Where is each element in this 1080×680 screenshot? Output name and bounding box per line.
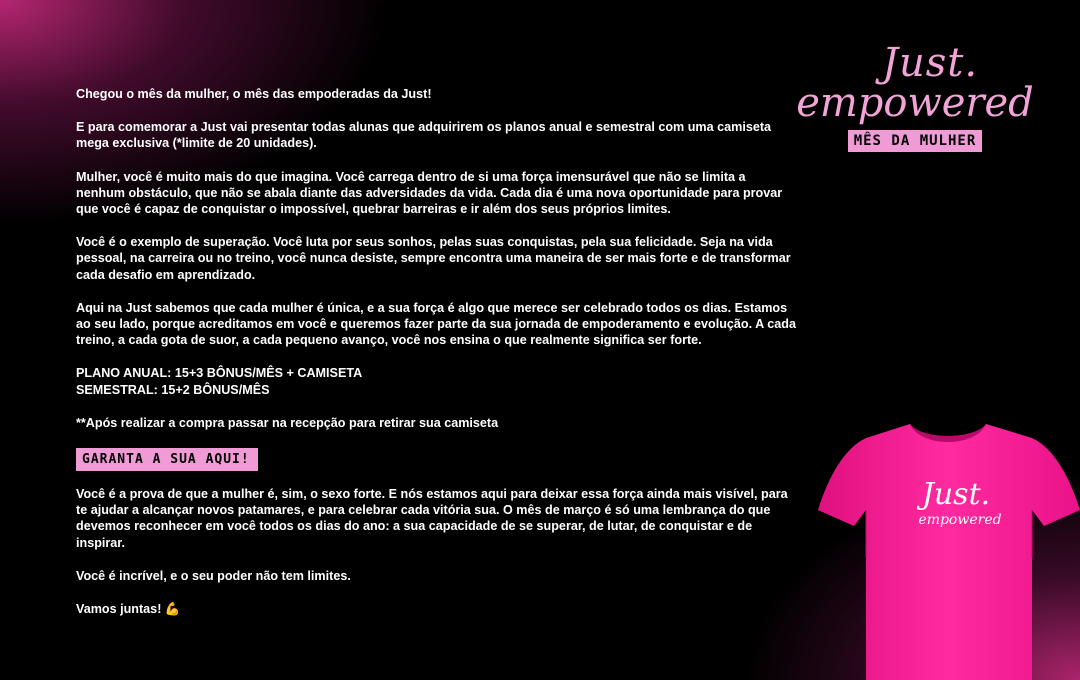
main-text-block	[76, 86, 796, 634]
lets-go-text: Vamos juntas!	[76, 602, 162, 617]
closing-paragraph: Você é a prova de que a mulher é, sim, o sexo forte. E nós estamos aqui para deixar essa força ainda mais visível, para te ajudar a alcançar novos patamares, e para celebrar cada vitória sua. O mês de março é só uma lembrança do que devemos reconhecer em você todos os dias do ano: a sua capacidade de se superar, de lutar, de conquistar e de inspirar.	[76, 487, 788, 550]
motivation-paragraph: Mulher, você é muito mais do que imagina. Você carrega dentro de si uma força imensurável que não se limita a nenhum obstáculo, que não se abala diante das adversidades da vida. Cada dia é uma nova oportunidade para provar que você é capaz de conquistar o impossível, quebrar barreiras e ir além dos seus próprios limites.	[76, 169, 783, 217]
lets-go-line	[76, 601, 796, 617]
logo-just-text: Just.	[881, 40, 979, 86]
plan-annual: PLANO ANUAL: 15+3 BÔNUS/MÊS + CAMISETA	[76, 366, 363, 381]
just-empowered-logo	[790, 42, 1040, 152]
logo-empowered-text: empowered	[796, 80, 1034, 126]
overcoming-paragraph: Você é o exemplo de superação. Você luta por seus sonhos, pelas suas conquistas, pela sua felicidade. Seja na vida pessoal, na carreira ou no treino, você nunca desiste, sempre encontra uma maneira de ser mais forte e de transformar cada desafio em aprendizado.	[76, 235, 791, 282]
shirt-print-just: Just.	[921, 477, 991, 512]
guarantee-cta-button[interactable]: GARANTA A SUA AQUI!	[76, 448, 258, 471]
promo-paragraph: E para comemorar a Just vai presentar todas alunas que adquirirem os planos anual e semestral com uma camiseta mega exclusiva (*limite de 20 unidades).	[76, 120, 772, 151]
just-paragraph: Aqui na Just sabemos que cada mulher é única, e a sua força é algo que merece ser celebrado todos os dias. Estamos ao seu lado, porque acreditamos em você e queremos fazer parte da sua jornada de empoderamento e evolução. A cada treino, a cada gota de suor, a cada pequeno avanço, você nos ensina o que realmente significa ser forte.	[76, 300, 796, 348]
pickup-notice: **Após realizar a compra passar na recepção para retirar sua camiseta	[76, 415, 499, 430]
tshirt-body	[818, 424, 1080, 680]
tshirt-image	[818, 418, 1080, 680]
plans-block	[76, 365, 796, 397]
flexed-biceps-icon: 💪	[164, 602, 181, 617]
plan-semestral: SEMESTRAL: 15+2 BÔNUS/MÊS	[76, 382, 270, 397]
shirt-print-empowered: empowered	[918, 512, 1002, 528]
intro-paragraph: Chegou o mês da mulher, o mês das empoderadas da Just!	[76, 87, 432, 101]
incredible-line: Você é incrível, e o seu poder não tem limites.	[76, 568, 351, 583]
month-of-women-badge: MÊS DA MULHER	[848, 130, 983, 152]
